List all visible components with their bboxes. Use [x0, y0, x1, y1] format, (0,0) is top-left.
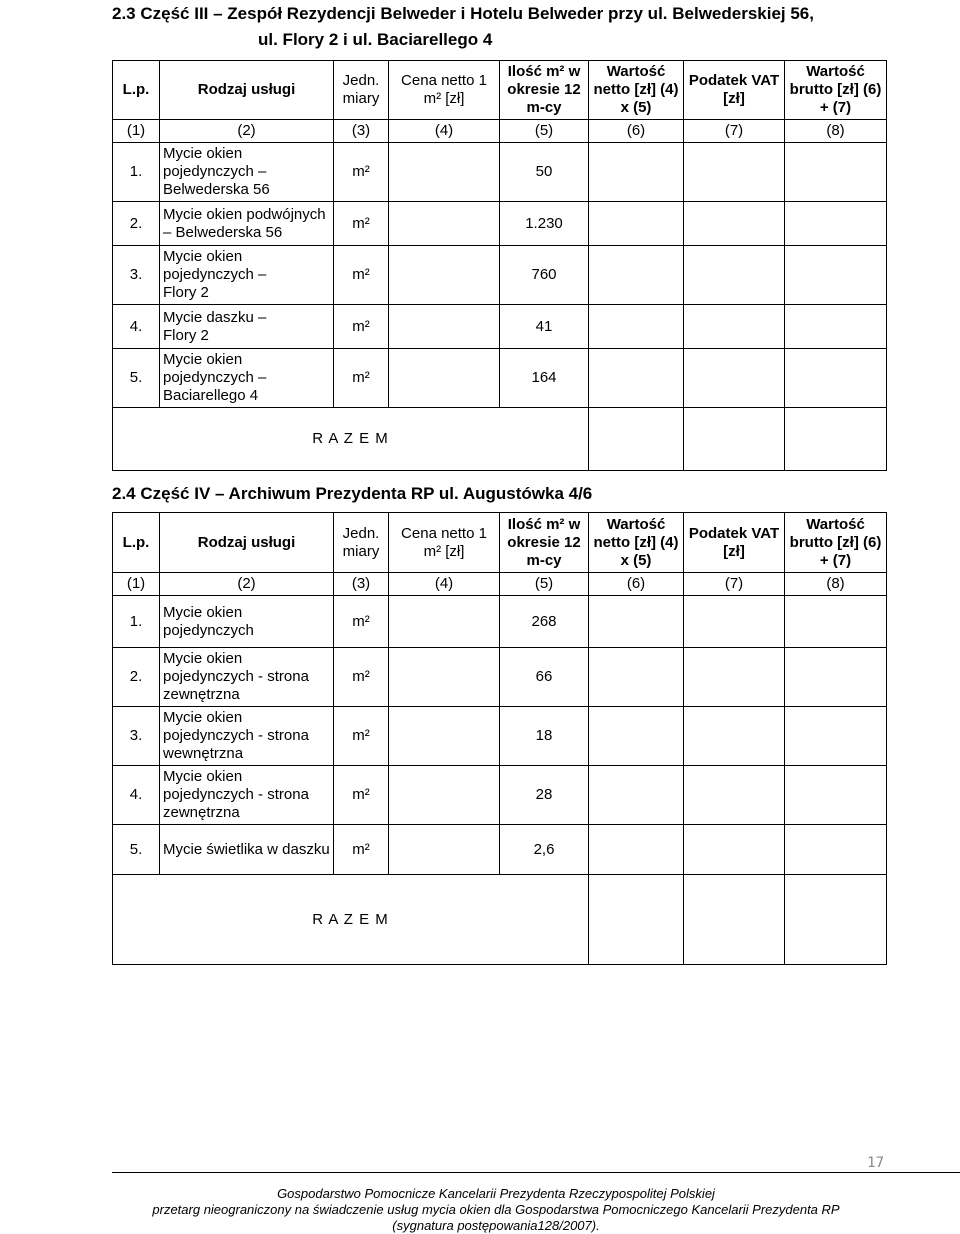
- col-num: (2): [160, 120, 334, 143]
- total-vat: [684, 408, 785, 471]
- table-row: [113, 305, 887, 349]
- total-gross: [785, 875, 887, 965]
- col-num: (3): [334, 120, 389, 143]
- row-price: [389, 246, 500, 305]
- col-num: (5): [500, 573, 589, 596]
- section-4-title: 2.4 Część IV – Archiwum Prezydenta RP ul. Augustówka 4/6: [112, 484, 593, 503]
- table-row: [113, 766, 887, 825]
- total-gross: [785, 408, 887, 471]
- table-row: [113, 825, 887, 875]
- row-unit: m²: [334, 707, 389, 766]
- row-lp: 2.: [113, 648, 160, 707]
- col-num: (8): [785, 573, 887, 596]
- row-vat: [684, 349, 785, 408]
- col-number-row: [113, 573, 887, 596]
- row-vat: [684, 825, 785, 875]
- row-lp: 4.: [113, 766, 160, 825]
- total-row: [113, 408, 887, 471]
- row-unit: m²: [334, 825, 389, 875]
- row-lp: 1.: [113, 143, 160, 202]
- row-vat: [684, 143, 785, 202]
- col-header-unit: Jedn. miary: [334, 513, 389, 573]
- col-num: (7): [684, 573, 785, 596]
- col-header-service: Rodzaj usługi: [160, 61, 334, 120]
- col-header-qty: Ilość m² w okresie 12 m-cy: [500, 513, 589, 573]
- row-net: [589, 349, 684, 408]
- row-gross: [785, 305, 887, 349]
- col-header-lp: L.p.: [113, 513, 160, 573]
- total-label: R A Z E M: [113, 875, 589, 965]
- table-row: [113, 202, 887, 246]
- col-header-price: Cena netto 1 m² [zł]: [389, 61, 500, 120]
- row-service: Mycie okien pojedynczych – Belwederska 56: [160, 143, 334, 202]
- row-price: [389, 143, 500, 202]
- col-num: (4): [389, 573, 500, 596]
- header-row: [113, 61, 887, 120]
- row-lp: 3.: [113, 246, 160, 305]
- col-header-service: Rodzaj usługi: [160, 513, 334, 573]
- page-number: 17: [867, 1155, 884, 1171]
- footer-divider: [112, 1172, 960, 1173]
- row-price: [389, 707, 500, 766]
- row-gross: [785, 202, 887, 246]
- row-net: [589, 246, 684, 305]
- row-net: [589, 143, 684, 202]
- total-label: R A Z E M: [113, 408, 589, 471]
- row-qty: 2,6: [500, 825, 589, 875]
- col-num: (2): [160, 573, 334, 596]
- col-num: (1): [113, 120, 160, 143]
- row-gross: [785, 648, 887, 707]
- table-section-3: [112, 60, 887, 471]
- col-num: (5): [500, 120, 589, 143]
- total-row: [113, 875, 887, 965]
- row-gross: [785, 596, 887, 648]
- row-gross: [785, 766, 887, 825]
- row-vat: [684, 246, 785, 305]
- col-header-qty: Ilość m² w okresie 12 m-cy: [500, 61, 589, 120]
- row-service: Mycie okien pojedynczych – Flory 2: [160, 246, 334, 305]
- col-num: (6): [589, 573, 684, 596]
- row-qty: 18: [500, 707, 589, 766]
- row-lp: 4.: [113, 305, 160, 349]
- row-vat: [684, 305, 785, 349]
- row-lp: 2.: [113, 202, 160, 246]
- row-price: [389, 766, 500, 825]
- section-3-title-cont: ul. Flory 2 i ul. Baciarellego 4: [258, 30, 493, 49]
- col-header-net: Wartość netto [zł] (4) x (5): [589, 61, 684, 120]
- row-service: Mycie świetlika w daszku: [160, 825, 334, 875]
- col-header-vat: Podatek VAT [zł]: [684, 513, 785, 573]
- row-service: Mycie okien pojedynczych - strona wewnętrzna: [160, 707, 334, 766]
- table-row: [113, 707, 887, 766]
- row-net: [589, 202, 684, 246]
- header-row: [113, 513, 887, 573]
- table-row: [113, 349, 887, 408]
- col-num: (1): [113, 573, 160, 596]
- col-num: (3): [334, 573, 389, 596]
- row-service: Mycie okien pojedynczych: [160, 596, 334, 648]
- footer-line-1: Gospodarstwo Pomocnicze Kancelarii Prezydenta Rzeczypospolitej Polskiej: [277, 1186, 715, 1201]
- row-net: [589, 648, 684, 707]
- row-service: Mycie okien pojedynczych - strona zewnętrzna: [160, 648, 334, 707]
- row-price: [389, 202, 500, 246]
- col-num: (8): [785, 120, 887, 143]
- page-footer: [112, 1186, 880, 1234]
- row-unit: m²: [334, 246, 389, 305]
- col-num: (7): [684, 120, 785, 143]
- footer-line-2: przetarg nieograniczony na świadczenie usług mycia okien dla Gospodarstwa Pomocniczego Kancelarii Prezydenta RP: [152, 1202, 840, 1217]
- row-vat: [684, 596, 785, 648]
- table-row: [113, 143, 887, 202]
- col-header-net: Wartość netto [zł] (4) x (5): [589, 513, 684, 573]
- row-unit: m²: [334, 766, 389, 825]
- total-net: [589, 408, 684, 471]
- row-price: [389, 648, 500, 707]
- row-qty: 50: [500, 143, 589, 202]
- row-unit: m²: [334, 143, 389, 202]
- row-vat: [684, 766, 785, 825]
- row-lp: 3.: [113, 707, 160, 766]
- row-net: [589, 825, 684, 875]
- row-gross: [785, 349, 887, 408]
- row-vat: [684, 202, 785, 246]
- row-net: [589, 305, 684, 349]
- row-unit: m²: [334, 349, 389, 408]
- col-num: (6): [589, 120, 684, 143]
- row-service: Mycie okien pojedynczych – Baciarellego 4: [160, 349, 334, 408]
- row-price: [389, 349, 500, 408]
- row-qty: 41: [500, 305, 589, 349]
- row-price: [389, 825, 500, 875]
- row-qty: 164: [500, 349, 589, 408]
- row-net: [589, 707, 684, 766]
- section-3-title: 2.3 Część III – Zespół Rezydencji Belweder i Hotelu Belweder przy ul. Belwederskiej 56,: [112, 4, 814, 23]
- row-qty: 1.230: [500, 202, 589, 246]
- col-number-row: [113, 120, 887, 143]
- col-header-vat: Podatek VAT [zł]: [684, 61, 785, 120]
- row-service: Mycie okien podwójnych – Belwederska 56: [160, 202, 334, 246]
- row-unit: m²: [334, 305, 389, 349]
- row-service: Mycie okien pojedynczych - strona zewnętrzna: [160, 766, 334, 825]
- row-service: Mycie daszku – Flory 2: [160, 305, 334, 349]
- row-qty: 760: [500, 246, 589, 305]
- table-row: [113, 648, 887, 707]
- row-lp: 5.: [113, 825, 160, 875]
- row-vat: [684, 707, 785, 766]
- table-row: [113, 596, 887, 648]
- total-vat: [684, 875, 785, 965]
- row-gross: [785, 143, 887, 202]
- footer-line-3: (sygnatura postępowania128/2007).: [392, 1218, 600, 1233]
- row-lp: 1.: [113, 596, 160, 648]
- row-qty: 28: [500, 766, 589, 825]
- row-net: [589, 766, 684, 825]
- row-price: [389, 596, 500, 648]
- total-net: [589, 875, 684, 965]
- row-gross: [785, 825, 887, 875]
- row-unit: m²: [334, 202, 389, 246]
- row-qty: 268: [500, 596, 589, 648]
- row-net: [589, 596, 684, 648]
- row-qty: 66: [500, 648, 589, 707]
- col-header-gross: Wartość brutto [zł] (6) + (7): [785, 61, 887, 120]
- col-num: (4): [389, 120, 500, 143]
- col-header-unit: Jedn. miary: [334, 61, 389, 120]
- row-lp: 5.: [113, 349, 160, 408]
- col-header-lp: L.p.: [113, 61, 160, 120]
- row-gross: [785, 707, 887, 766]
- row-price: [389, 305, 500, 349]
- col-header-price: Cena netto 1 m² [zł]: [389, 513, 500, 573]
- table-row: [113, 246, 887, 305]
- col-header-gross: Wartość brutto [zł] (6) + (7): [785, 513, 887, 573]
- row-unit: m²: [334, 596, 389, 648]
- row-gross: [785, 246, 887, 305]
- table-section-4: [112, 512, 887, 965]
- row-vat: [684, 648, 785, 707]
- row-unit: m²: [334, 648, 389, 707]
